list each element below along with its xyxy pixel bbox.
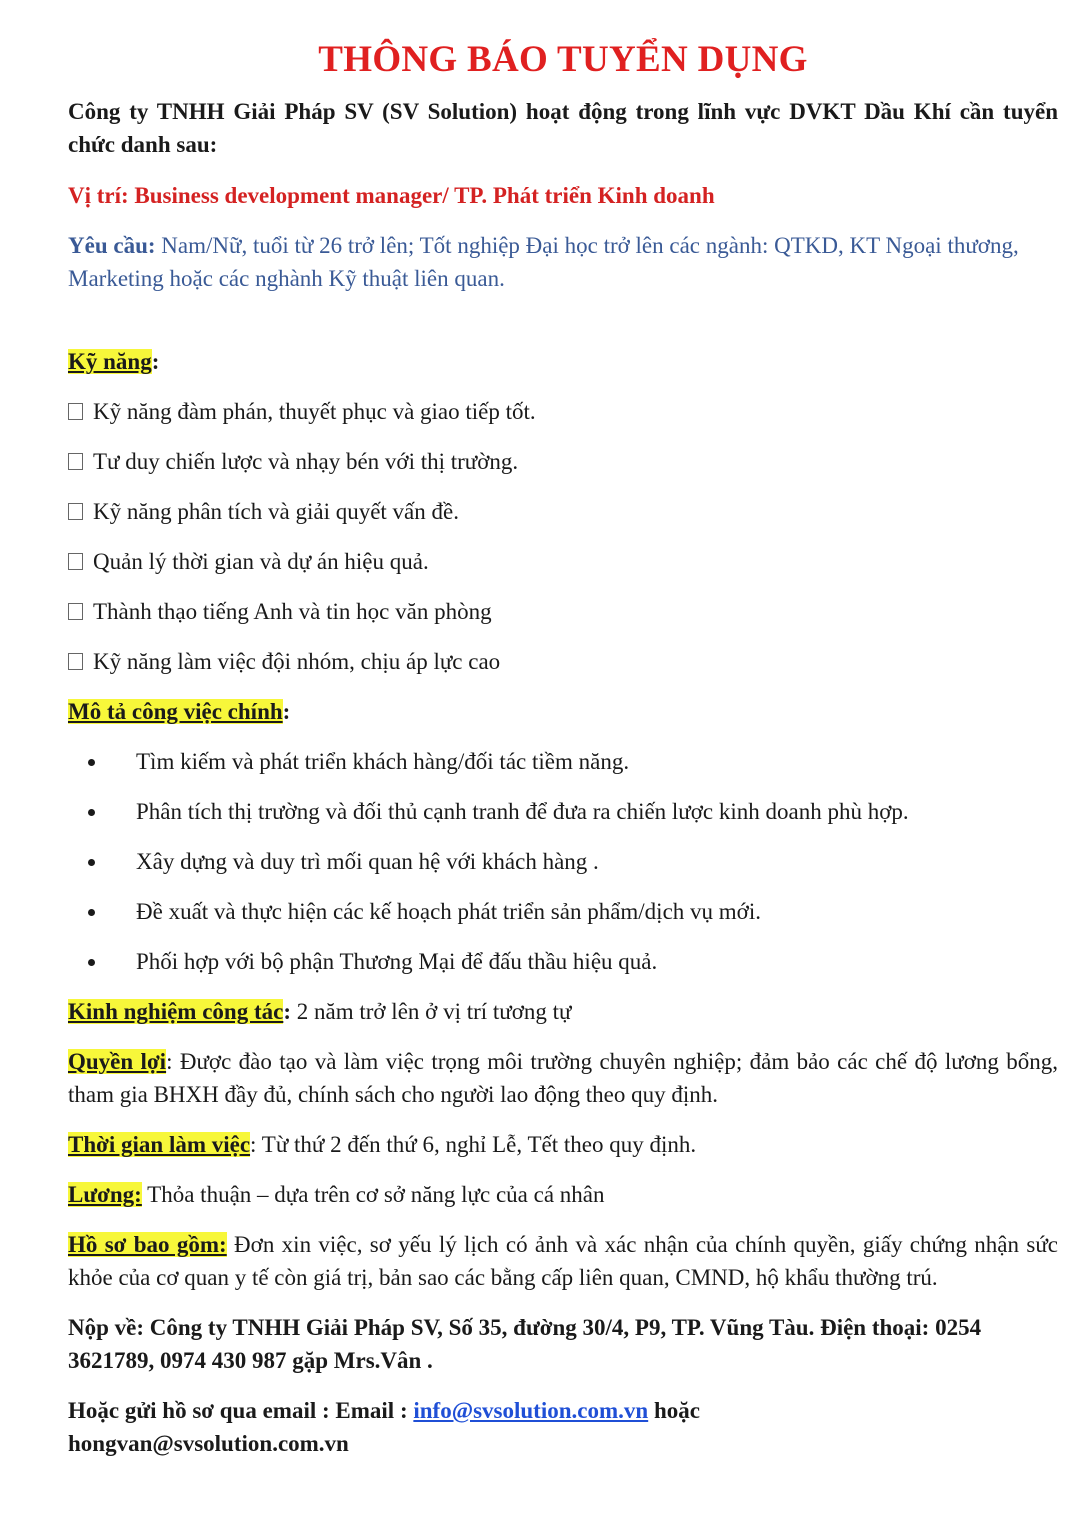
list-item (68, 595, 1058, 628)
skill-text: Kỹ năng phân tích và giải quyết vấn đề. (93, 499, 459, 524)
requirements-text: Nam/Nữ, tuổi từ 26 trở lên; Tốt nghiệp Đại học trở lên các ngành: QTKD, KT Ngoại thương, Marketing hoặc các nghành Kỹ thuật liên quan. (68, 233, 1019, 291)
requirements-label: Yêu cầu: (68, 233, 156, 258)
working-time-text: Từ thứ 2 đến thứ 6, nghỉ Lễ, Tết theo quy định. (261, 1132, 697, 1157)
bullet-icon (88, 959, 95, 966)
working-time-paragraph: Thời gian làm việc: Từ thứ 2 đến thứ 6, nghỉ Lễ, Tết theo quy định. (68, 1132, 697, 1157)
skill-text: Quản lý thời gian và dự án hiệu quả. (93, 549, 429, 574)
duties-heading: Mô tả công việc chính: (68, 699, 291, 724)
duty-text: Phối hợp với bộ phận Thương Mại để đấu thầu hiệu quả. (136, 949, 658, 974)
email-prefix: Hoặc gửi hồ sơ qua email : Email : (68, 1398, 414, 1423)
email-middle: hoặc (648, 1398, 700, 1423)
benefits-label: Quyền lợi (68, 1049, 167, 1074)
skills-heading: Kỹ năng: (68, 349, 160, 374)
bullet-icon (88, 909, 95, 916)
documents-paragraph (68, 1228, 1058, 1294)
salary-text: Thỏa thuận – dựa trên cơ sở năng lực của cá nhân (141, 1182, 605, 1207)
documents-text: Đơn xin việc, sơ yếu lý lịch có ảnh và xác nhận của chính quyền, giấy chứng nhận sức khỏe của cơ quan y tế còn giá trị, bản sao các bằng cấp liên quan, CMND, hộ khẩu thường trú. (68, 1232, 1058, 1290)
duty-text: Tìm kiếm và phát triển khách hàng/đối tác tiềm năng. (136, 749, 630, 774)
documents-label: Hồ sơ bao gồm: (68, 1232, 227, 1257)
list-item (68, 395, 1058, 428)
checkbox-icon (68, 453, 83, 470)
experience-text: 2 năm trở lên ở vị trí tương tự (296, 999, 572, 1024)
duty-text: Đề xuất và thực hiện các kế hoạch phát triển sản phẩm/dịch vụ mới. (136, 899, 761, 924)
list-item (68, 495, 1058, 528)
skills-list (68, 395, 1058, 678)
list-item (68, 895, 1058, 928)
bullet-icon (88, 759, 95, 766)
experience-paragraph: Kinh nghiệm công tác: 2 năm trở lên ở vị trí tương tự (68, 999, 572, 1024)
skills-heading-label: Kỹ năng (68, 349, 152, 374)
job-posting-page (68, 38, 1058, 1460)
benefits-text: Được đào tạo và làm việc trọng môi trường chuyên nghiệp; đảm bảo các chế độ lương bổng, tham gia BHXH đầy đủ, chính sách cho người lao động theo quy định. (68, 1049, 1058, 1107)
salary-paragraph (68, 1178, 1058, 1211)
skill-text: Thành thạo tiếng Anh và tin học văn phòng (93, 599, 492, 624)
checkbox-icon (68, 403, 83, 420)
email-paragraph (68, 1394, 1058, 1460)
position-title: Vị trí: Business development manager/ TP. Phát triển Kinh doanh (68, 183, 715, 208)
duties-heading-label: Mô tả công việc chính (68, 699, 283, 724)
duty-text: Xây dựng và duy trì mối quan hệ với khách hàng . (136, 849, 599, 874)
email-link[interactable]: info@svsolution.com.vn (413, 1398, 649, 1423)
salary-label: Lương: (68, 1182, 142, 1207)
company-intro: Công ty TNHH Giải Pháp SV (SV Solution) hoạt động trong lĩnh vực DVKT Dầu Khí cần tuyển chức danh sau: (68, 99, 1058, 157)
requirements-paragraph (68, 229, 1058, 295)
checkbox-icon (68, 503, 83, 520)
list-item (68, 845, 1058, 878)
page-title: THÔNG BÁO TUYỂN DỤNG (318, 39, 808, 80)
checkbox-icon (68, 653, 83, 670)
list-item (68, 745, 1058, 778)
secondary-email: hongvan@svsolution.com.vn (68, 1431, 349, 1456)
bullet-icon (88, 859, 95, 866)
duties-list (68, 745, 1058, 978)
checkbox-icon (68, 603, 83, 620)
list-item (68, 545, 1058, 578)
skill-text: Kỹ năng đàm phán, thuyết phục và giao tiếp tốt. (93, 399, 536, 424)
bullet-icon (88, 809, 95, 816)
skill-text: Tư duy chiến lược và nhạy bén với thị trường. (93, 449, 519, 474)
duty-text: Phân tích thị trường và đối thủ cạnh tranh để đưa ra chiến lược kinh doanh phù hợp. (136, 799, 909, 824)
list-item (68, 445, 1058, 478)
benefits-paragraph: Quyền lợi: Được đào tạo và làm việc trọng môi trường chuyên nghiệp; đảm bảo các chế độ lương bổng, tham gia BHXH đầy đủ, chính sách cho người lao động theo quy định. (68, 1049, 1058, 1107)
list-item (68, 795, 1058, 828)
working-time-label: Thời gian làm việc (68, 1132, 251, 1157)
list-item (68, 945, 1058, 978)
skill-text: Kỹ năng làm việc đội nhóm, chịu áp lực cao (93, 649, 501, 674)
submit-paragraph: Nộp về: Công ty TNHH Giải Pháp SV, Số 35, đường 30/4, P9, TP. Vũng Tàu. Điện thoại: 0254 3621789, 0974 430 987 gặp Mrs.Vân . (68, 1315, 982, 1373)
list-item (68, 645, 1058, 678)
checkbox-icon (68, 553, 83, 570)
experience-label: Kinh nghiệm công tác (68, 999, 284, 1024)
